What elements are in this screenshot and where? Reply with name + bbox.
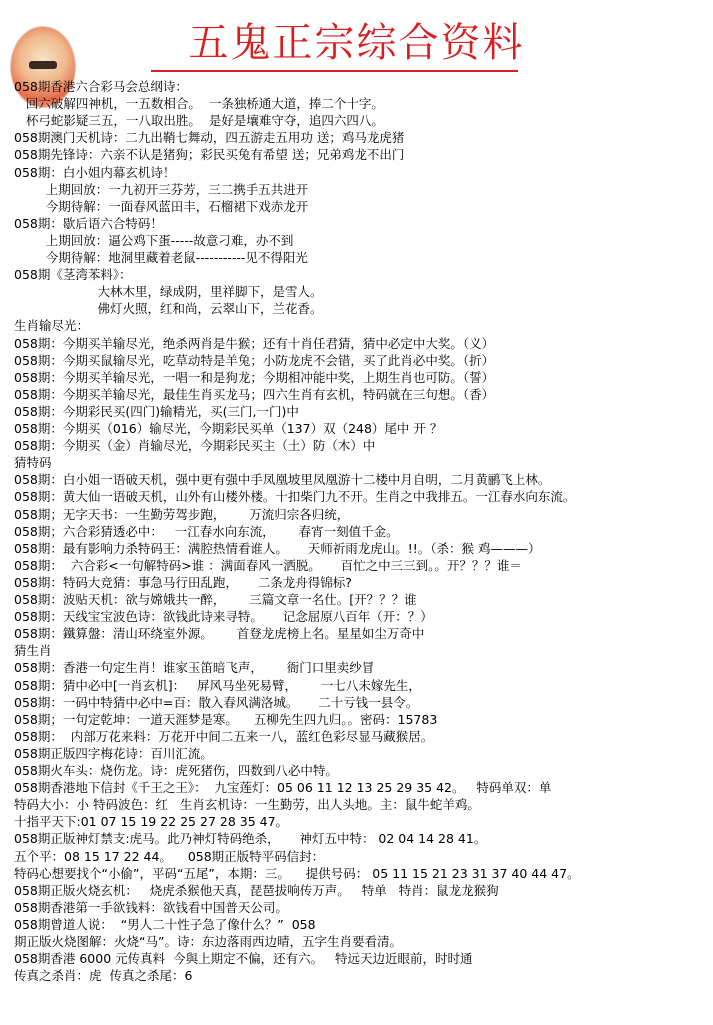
text-line: 058期：特码大竞猜：事急马行田乱跑， 二条龙舟得锦标? [14,574,352,590]
text-line: 058期： 六合彩<一句解特码>谁 ：满面春风一洒脱。 百忙之中三三到。。开？？？谁＝ [14,557,522,573]
text-line: 058期：波贴天机：欲与嫦娥共一醉， 三篇文章一名仕。[开？？？谁 [14,592,417,607]
text-line: 058期：今期买鼠输尽光，吃草动特是羊兔；小防龙虎不会错，买了此肖必中奖。（折） [14,352,495,368]
text-line: 生肖输尽光： [14,318,90,334]
text-line: 058期香港第一手欲钱料：欲钱看中国普天公司。 [14,899,288,915]
text-line: 猜特码 [14,455,52,471]
text-line: 期正版火烧图解：火烧“马”。诗：东边落雨西边晴，五字生肖要看清。 [14,934,402,949]
text-line: 今期待解：一面春风蓝田丰，石榴裙下戏赤龙开 [14,198,309,214]
text-line: 058期：今期买（金）肖输尽光，今期彩民买主（土）防（木）中 [14,438,376,454]
text-line: 058期《茎湾苯料》： [14,267,132,283]
text-line: 大林木里，绿成阴，里祥脚下，是雪人。 [14,284,323,300]
text-line: 058期：最有影响力杀特码王：满腔热情看谁人。 天师祈雨龙虎山。!!。（杀：猴 鸡———） [14,540,541,556]
text-line: 上期回放：一九初开三芬芳，三二携手五共进开 [14,181,309,197]
text-line: 058期： 内部万花来料：万花开中间二五来一八，蓝红色彩尽显马藏猴居。 [14,728,434,744]
text-line: 058期；六合彩猜透必中： 一江春水向东流， 春宵一刻值千金。 [14,523,399,539]
text-line: 058期：一码中特猜中必中=百：散入春风满洛城。 二十亏钱一县令。 [14,694,419,710]
text-line: 058期先锋诗：六亲不认是猪狗；彩民买兔有希望 送；兄弟鸡龙不出门 [14,147,405,163]
text-line: 058期：今期买羊输尽光，一唱一和是狗龙；今期相冲能中奖，上期生肖也可防。（誓） [14,369,495,385]
text-line: 058期；无字天书：一生勤劳驾步跑， 万流归宗各归统， [14,506,350,522]
text-line: 058期：今期买（016）输尽光，今期彩民买单（137）双（248）尾中 开 ？ [14,421,443,436]
text-line: 058期：歇后语六合特码！ [14,215,163,231]
text-line: 058期：鐵算盤：清山环绕室外源。 首登龙虎榜上名。星星如尘万奇中 [14,626,425,642]
text-line: 058期：今期买羊输尽光，最佳生肖买龙马；四六生肖有玄机，特码就在三句想。（香） [14,386,495,402]
text-line: 058期香港六合彩马会总纲诗： [14,79,188,94]
text-line: 回六破解四神机，一五数相合。 一条独桥通大道，捧二个十字。 [14,96,384,112]
text-line: 058期火车头：烧伤龙。诗：虎死猪伤，四数到八必中特。 [14,763,338,778]
page-title: 五鬼正宗综合资料 [188,20,525,66]
text-line: 今期待解：地洞里藏着老鼠-----------见不得阳光 [14,250,308,265]
text-line: 佛灯火照，红和尚，云翠山下，兰花香。 [14,301,323,317]
text-line: 058期香港地下信封《千王之王》： 九宝莲灯：05 06 11 12 13 25 29 35 42。 特码单双：单 [14,780,552,796]
text-line: 上期回放：逼公鸡下蛋-----故意刁难，办不到 [14,232,294,248]
text-line: 058期；一句定乾坤：一道天涯梦是寒。 五柳先生四九归。。密码：15783 [14,711,438,727]
text-line: 五个平：08 15 17 22 44。 058期正版特平码信封： [14,848,325,864]
title-underline [151,70,518,72]
text-line: 058期澳门天机诗：二九出鞘七舞动，四五游走五用功 送；鸡马龙虎猪 [14,130,405,146]
text-line: 特码大小：小 特码波色：红 生肖玄机诗：一生勤劳，出人头地。主：鼠牛蛇羊鸡。 [14,797,480,813]
text-line: 058期：白小姐一语破天机，强中更有强中手凤凰坡里凤凰游十二楼中月自明，二月黄鹂飞上林。 [14,472,551,488]
text-line: 058期：猜中必中[一肖玄机]： 屏风马坐死易臂， 一七八未嫁先生， [14,677,421,693]
text-line: 058期：黄大仙一语破天机，山外有山楼外楼。十扣柴门九不开。生肖之中我排五。一江春水向东流。 [14,489,576,505]
text-line: 058期：天线宝宝波色诗：欲钱此诗来寻特。 记念屈原八百年（开：？） [14,609,433,625]
text-line: 058期曾道人说： “男人二十性子急了像什么？” 058 [14,916,316,932]
text-line: 058期：白小姐内幕玄机诗！ [14,164,176,180]
text-line: 058期：香港一句定生肖！谁家玉笛暗飞声， 衙门口里卖纱冒 [14,660,375,676]
text-line: 058期正版神灯禁支:虎马。此乃神灯特码绝杀， 神灯五中特： 02 04 14 28 41。 [14,831,487,847]
text-line: 058期正版四字梅花诗：百川汇流。 [14,745,213,761]
text-line: 猜生肖 [14,643,52,659]
text-line: 058期香港 6000 元传真料 今與上期定不偏，还有六。 特远天边近眼前，时时通 [14,951,473,967]
text-line: 058期正版火烧玄机： 烧虎杀猴他天真，琵琶拔响传万声。 特单 特肖：鼠龙龙猴狗 [14,882,499,898]
text-line: 传真之杀肖：虎 传真之杀尾：6 [14,968,193,984]
text-line: 杯弓蛇影疑三五，一八取出胜。 是好是壤难守夺，追四六四八。 [14,113,384,129]
text-line: 特码心想要找个“小偷”，平码“五尾”，本期：三。 提供号码： 05 11 15 21 23 31 37 40 44 47。 [14,865,580,881]
text-line: 058期：今期买羊输尽光，绝杀两肖是牛猴；还有十肖任君猜，猜中必定中大奖。（义） [14,335,495,351]
text-line: 058期：今期彩民买(四门)输精光，买(三门,一门)中 [14,403,299,419]
text-line: 十指平天下:01 07 15 19 22 25 27 28 35 47。 [14,814,289,830]
